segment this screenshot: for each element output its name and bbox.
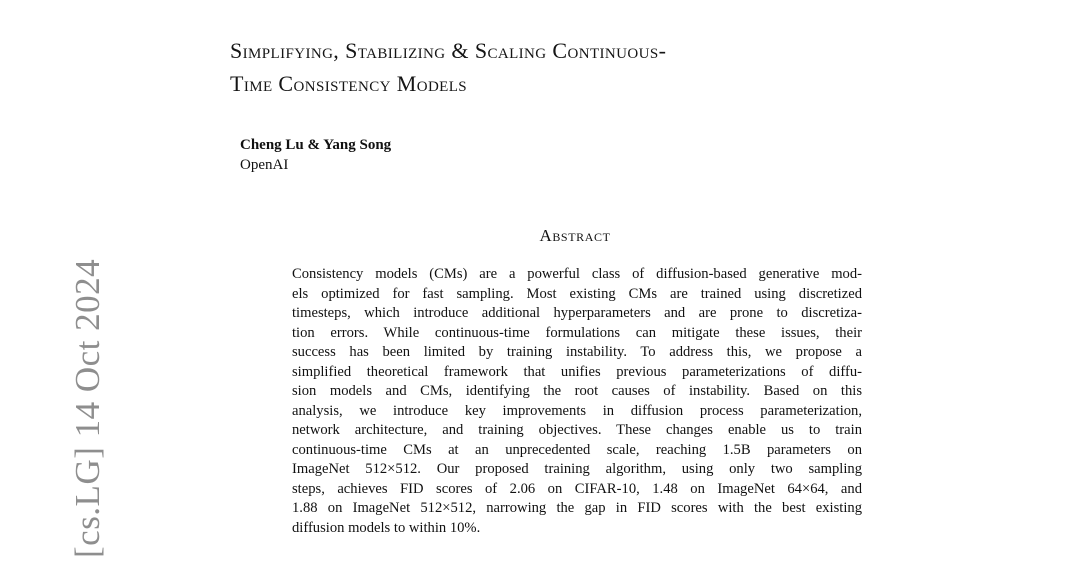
title-line-2: Time Consistency Models [230, 71, 468, 96]
abstract-line: tion errors. While continuous-time formulations can mitigate these issues, their [292, 324, 862, 341]
author-names: Cheng Lu & Yang Song [240, 137, 392, 153]
abstract-body [292, 265, 862, 538]
abstract-line: Consistency models (CMs) are a powerful class of diffusion-based generative mod- [292, 266, 862, 282]
abstract-line: els optimized for fast sampling. Most existing CMs are trained using discretized [292, 285, 862, 302]
abstract-line: sion models and CMs, identifying the root causes of instability. Based on this [292, 383, 862, 399]
abstract-line: success has been limited by training instability. To address this, we propose a [292, 344, 862, 360]
abstract-heading: Abstract [539, 226, 611, 245]
abstract-line: analysis, we introduce key improvements in diffusion process parameterization, [292, 402, 862, 419]
abstract-line: ImageNet 512×512. Our proposed training algorithm, using only two sampling [292, 461, 862, 477]
paper-title [230, 34, 990, 100]
title-line-1: Simplifying, Stabilizing & Scaling Continuous- [230, 38, 667, 63]
author-block [240, 135, 391, 175]
abstract-line: diffusion models to within 10%. [292, 519, 481, 536]
abstract-line: steps, achieves FID scores of 2.06 on CIFAR-10, 1.48 on ImageNet 64×64, and [292, 480, 862, 497]
abstract-line: simplified theoretical framework that unifies previous parameterizations of diffu- [292, 363, 862, 380]
arxiv-side-stamp: [cs.LG] 14 Oct 2024 [68, 258, 107, 558]
abstract-line: 1.88 on ImageNet 512×512, narrowing the gap in FID scores with the best existing [292, 500, 862, 516]
abstract-line: timesteps, which introduce additional hyperparameters and are prone to discretiza- [292, 305, 862, 321]
author-affiliation: OpenAI [240, 157, 289, 173]
abstract-line: continuous-time CMs at an unprecedented scale, reaching 1.5B parameters on [292, 441, 862, 458]
abstract-line: network architecture, and training objectives. These changes enable us to train [292, 422, 862, 438]
